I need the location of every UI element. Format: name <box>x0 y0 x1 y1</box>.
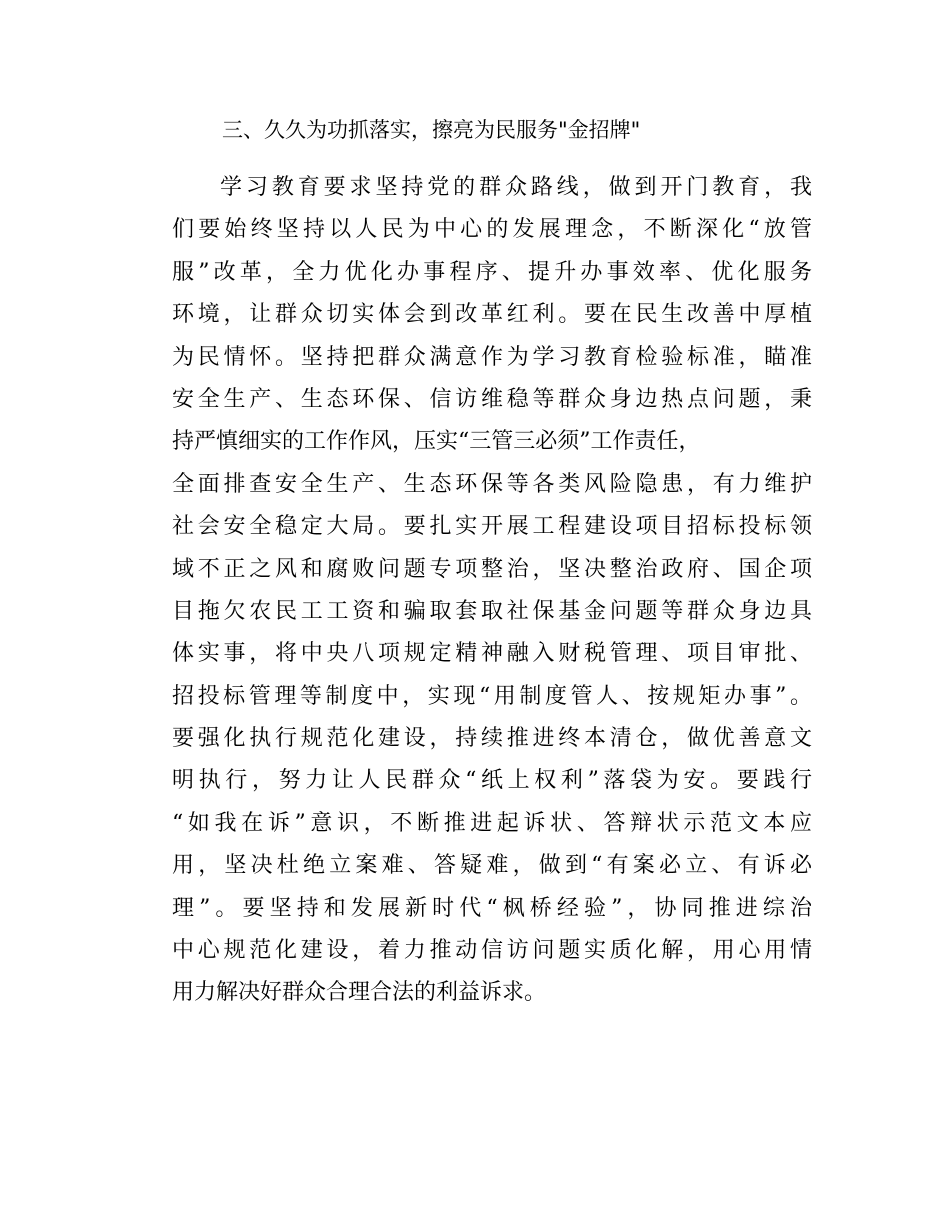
paragraph-line: 为民情怀。坚持把群众满意作为学习教育检验标准，瞄准 <box>172 344 812 370</box>
paragraph-line: 全面排查安全生产、生态环保等各类风险隐患，有力维护 <box>172 471 812 497</box>
paragraph-line: 理”。要坚持和发展新时代“枫桥经验”，协同推进综治 <box>172 895 812 921</box>
paragraph-line: 服”改革，全力优化办事程序、提升办事效率、优化服务 <box>172 259 812 285</box>
paragraph-line: 中心规范化建设，着力推动信访问题实质化解，用心用情 <box>172 938 812 964</box>
paragraph-line: 用，坚决杜绝立案难、答疑难，做到“有案必立、有诉必 <box>172 853 812 879</box>
paragraph-line: 们要始终坚持以人民为中心的发展理念，不断深化“放管 <box>172 217 812 243</box>
paragraph-line: 用力解决好群众合理合法的利益诉求。 <box>172 980 547 1006</box>
paragraph-line: 域不正之风和腐败问题专项整治，坚决整治政府、国企项 <box>172 556 812 582</box>
paragraph-line: 安全生产、生态环保、信访维稳等群众身边热点问题，秉 <box>172 386 812 412</box>
paragraph-line: 体实事，将中央八项规定精神融入财税管理、项目审批、 <box>172 641 812 667</box>
paragraph-line: 持严慎细实的工作作风，压实“三管三必须”工作责任， <box>172 429 701 455</box>
paragraph-line: 环境，让群众切实体会到改革红利。要在民生改善中厚植 <box>172 302 812 328</box>
paragraph-line: 学习教育要求坚持党的群众路线，做到开门教育，我 <box>220 175 812 200</box>
paragraph-line: 招投标管理等制度中，实现“用制度管人、按规矩办事”。 <box>172 683 812 709</box>
body-paragraph <box>172 167 812 1015</box>
paragraph-line: 要强化执行规范化建设，持续推进终本清仓，做优善意文 <box>172 726 812 752</box>
paragraph-line: 社会安全稳定大局。要扎实开展工程建设项目招标投标领 <box>172 514 812 540</box>
paragraph-line: “如我在诉”意识，不断推进起诉状、答辩状示范文本应 <box>172 810 812 836</box>
section-heading: 三、久久为功抓落实，擦亮为民服务"金招牌" <box>222 118 641 142</box>
paragraph-line: 目拖欠农民工工资和骗取套取社保基金问题等群众身边具 <box>172 598 812 624</box>
paragraph-line: 明执行，努力让人民群众“纸上权利”落袋为安。要践行 <box>172 768 812 794</box>
